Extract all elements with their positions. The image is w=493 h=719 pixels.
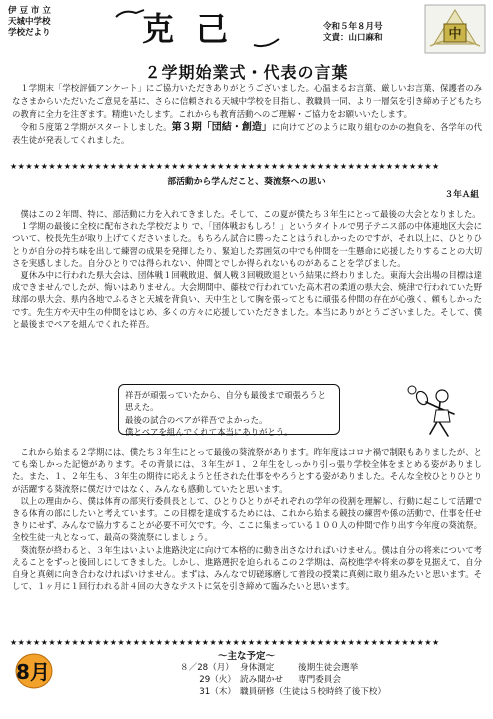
essay-body-continued — [12, 446, 482, 592]
essay-body — [12, 208, 482, 330]
essay-paragraph: 夏休み中に行われた県大会は、団体戦１回戦敗退、個人戦３回戦敗退という結果に終わりました。東海大会出場の目標は達成できませんでしたが、悔いはありません。大会期間中、藤枝で行われていた高木君の柔道の県大会、焼津で行われていた野球部の県大会、県内各地でふるさと天城を背負い、天中生として胸を張ってともに頑張る仲間の存在が心強く、頼もしかったです。先生方や天中生の仲間をはじめ、多くの方々に応援していただきました。本当にありがとうございました。そして、僕と最後までペアを組んでくれた祥吾。 — [12, 270, 482, 329]
school-line: 伊 豆 市 立 — [8, 6, 51, 16]
newsletter-header — [6, 4, 488, 54]
quote-line: 僕とペアを組んでくれて本当にありがとう。 — [125, 426, 293, 437]
intro-text-span: 令和５度第２学期がスタートしました。 — [20, 122, 172, 132]
school-line: 天城中学校 — [8, 17, 51, 27]
schedule-date: 31（木） — [199, 687, 236, 697]
essay-paragraph: 以上の理由から、僕は体育の部実行委員長として、ひとりひとりがそれぞれの学年の役割を理解し、行動に起こして活躍できる体育の部にしたいと考えています。この目標を達成するためには、これから始まる競技の練習や係の活動で、仕事を任せきりにせず、みんなで協力することが必要不可欠です。今、ここに集まっている１００人の仲間で作り出す今年度の葵流祭。全校生徒一丸となって、最高の葵流祭にしましょう。 — [12, 495, 482, 543]
issue-info — [323, 22, 383, 44]
essay-paragraph: 僕はこの２年間、特に、部活動に力を入れてきました。そして、この夏が僕たち３年生にとって最後の大会となりました。 — [20, 209, 481, 219]
intro-paragraph — [12, 121, 482, 147]
newsletter-title — [114, 7, 284, 51]
quote-box — [118, 384, 340, 435]
logo-char: 中 — [448, 27, 462, 42]
intro-paragraph: １学期末「学校評価アンケート」にご協力いただきありがとうございました。心温まるお言葉、厳しいお言葉、保護者のみなさまからいただいたご意見を基に、さらに信頼される天城中学校を目指し、教職員一同、より一層気を引き締め子どもたちの教育に全力を注ぎます。精進いたします。これからも教育活動へのご理解・ご協力をお願いいたします。 — [12, 83, 482, 119]
tennis-player-icon — [390, 384, 480, 446]
essay-title: 部活動から学んだこと、葵流祭への思い — [167, 177, 326, 187]
schedule-event: 読み聞かせ — [240, 675, 283, 685]
schedule-date: 29（火） — [199, 675, 236, 685]
schedule-title: 〜主な予定〜 — [217, 651, 275, 662]
school-name — [8, 6, 51, 39]
star-divider: ★★★★★★★★★★★★★★★★★★★★★★★★★★★★★★★★★★★★★★★★★★★★★★★★★★★★★★★★ — [10, 162, 440, 171]
star-divider: ★★★★★★★★★★★★★★★★★★★★★★★★★★★★★★★★★★★★★★★★★★★★★★★★★★★★★★★★ — [10, 638, 440, 647]
schedule-event: 身体測定 — [240, 663, 275, 673]
page-title: ２学期始業式・代表の言葉 — [144, 63, 349, 82]
school-emblem-icon — [424, 4, 486, 54]
schedule-row — [180, 662, 386, 674]
intro-text — [12, 82, 482, 147]
essay-author: ３年Ａ組 — [444, 190, 479, 200]
quote-line: 最後の試合のペアが祥吾でよかった。 — [125, 414, 268, 425]
title-text: 克己 — [142, 10, 251, 48]
schedule-list — [180, 662, 386, 698]
month-label: 8月 — [16, 660, 50, 684]
intro-text-span: に向けてどのように取り組むのかの抱負を、各学年の代表生徒が発表してくれました。 — [12, 122, 483, 145]
issue-date: 令和５年８月号 — [323, 22, 383, 32]
school-line: 学校だより — [8, 28, 51, 38]
schedule-date: ８／28（月） — [180, 663, 234, 673]
issue-author: 文責：山口麻和 — [323, 33, 383, 43]
term-emphasis: 第３期「団結・創造」 — [171, 122, 272, 133]
schedule-event: 専門委員会 — [298, 675, 341, 685]
essay-paragraph: １学期の最後に全校に配布された学校だより で、「団体戦おもしろ！」というタイトルで男子テニス部の中体連地区大会について、校長先生が取り上げてくださいました。もちろん試合に勝ったことはうれしかったのですが、それ以上に、ひとりひとりが自分の持ち味を出して練習の成果を発揮したり、緊迫した雰囲気の中でも仲間を一生懸命に応援したりすることの大切さを実感しました。自分ひとりでは得られない、仲間とでしか得られないものがあることを学びました。 — [12, 221, 482, 268]
schedule-event: 職員研修（生徒は５校時終了後下校） — [240, 687, 387, 697]
essay-paragraph: 葵流祭が終わると、３年生はいよいよ進路決定に向けて本格的に動き出さなければいけません。僕は自分の将来について考えることをずっと後回しにしてきました。しかし、進路選択を迫られるこの２学期は、高校進学や将来の夢を見据えて、自分自身と真剣に向き合わなければいけません。まずは、みんなで切磋琢磨して普段の授業に真剣に取り組みたいと思います。そして、１ヶ月に１回行われる計４回の大きなテストに気を引き締めて臨みたいと思います。 — [12, 544, 482, 592]
schedule-row — [180, 686, 386, 698]
schedule-event: 後期生徒会選挙 — [298, 663, 359, 673]
essay-paragraph: これから始まる２学期には、僕たち３年生にとって最後の葵流祭があります。昨年度はコロナ禍で制限もありましたが、とても楽しかった記憶があります。その背景には、３年生が１、２年生をしっかり引っ張り学校全体をまとめる姿がありました。また、１、２年生も、３年生の期待に応えようと任された仕事をやろうとする姿がありました。そんな全校ひとりひとりが活躍する葵流祭に僕だけではなく、みんなも感動していたと思います。 — [12, 447, 482, 494]
schedule-row — [180, 674, 386, 686]
quote-line: 祥吾が頑張っていたから、自分も最後まで頑張ろうと思えた。 — [125, 390, 326, 413]
